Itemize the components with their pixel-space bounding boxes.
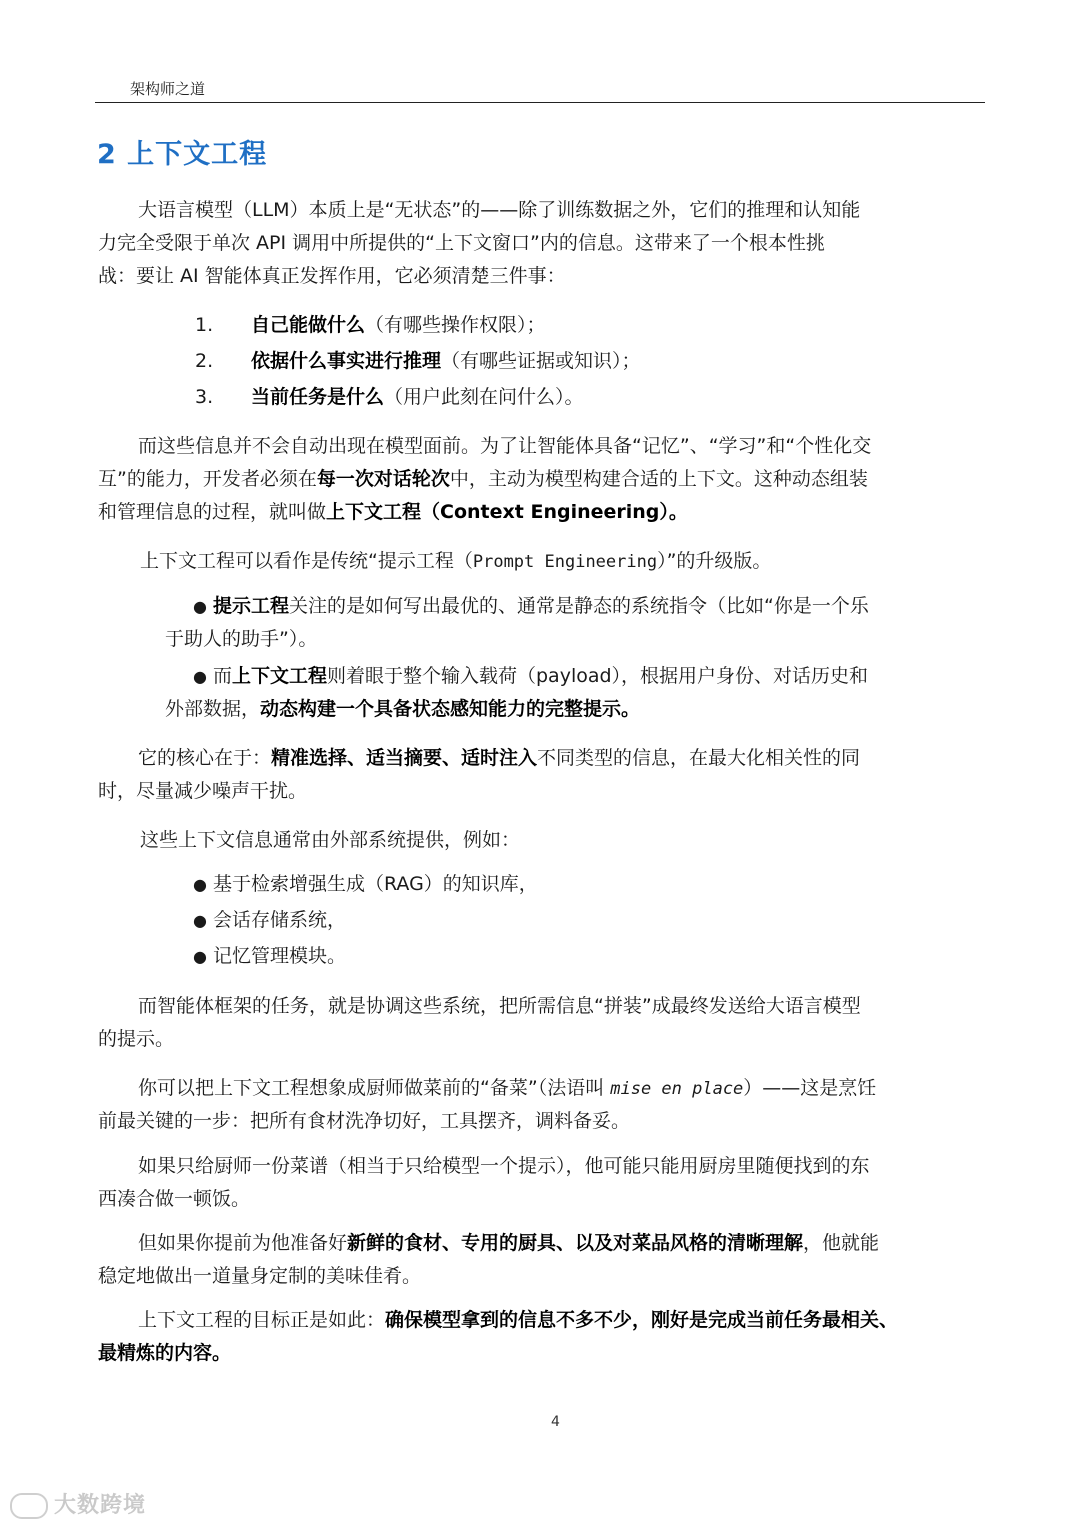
p10-line-1 bbox=[98, 1304, 983, 1337]
item-bold: 当前任务是什么 bbox=[251, 386, 385, 408]
bullet-icon: ● bbox=[193, 597, 207, 616]
item-bold: 依据什么事实进行推理 bbox=[251, 350, 442, 372]
intro-line-1: 大语言模型（LLM）本质上是“无状态”的——除了训练数据之外，它们的推理和认知能 bbox=[138, 199, 861, 221]
list-item-continuation: 于助人的助手”）。 bbox=[165, 628, 318, 650]
watermark-logo-icon bbox=[10, 1493, 48, 1519]
bold-text: 确保模型拿到的信息不多不少，刚好是完成当前任务最相关、 bbox=[385, 1309, 899, 1331]
italic-text: mise en place bbox=[610, 1079, 744, 1099]
text: ，他就能 bbox=[803, 1232, 880, 1254]
p7-line-1 bbox=[98, 1072, 983, 1106]
paragraph-prompt-engineering bbox=[140, 545, 985, 579]
text: 关注的是如何写出最优的、通常是静态的系统指令（比如“你是一个乐 bbox=[288, 595, 869, 617]
p10-line-2 bbox=[98, 1337, 983, 1370]
text: ）”的升级版。 bbox=[657, 550, 772, 572]
text: 会话存储系统， bbox=[212, 909, 346, 931]
text: 外部数据， bbox=[165, 698, 261, 720]
text: 上下文工程的目标正是如此： bbox=[138, 1309, 386, 1331]
watermark-text: 大数跨境 bbox=[54, 1493, 147, 1518]
item-rest: （有哪些证据或知识）； bbox=[441, 350, 641, 372]
text: 你可以把上下文工程想象成厨师做菜前的“备菜”（法语叫 bbox=[138, 1077, 611, 1099]
bold-text: 精准选择、适当摘要、适时注入 bbox=[271, 747, 538, 769]
p6-line-1: 而智能体框架的任务，就是协调这些系统，把所需信息“拼装”成最终发送给大语言模型 bbox=[138, 995, 861, 1017]
p4-line-2: 时，尽量减少噪声干扰。 bbox=[98, 780, 308, 802]
text: 中，主动为模型构建合适的上下文。这种动态组装 bbox=[449, 468, 868, 490]
text: 它的核心在于： bbox=[138, 747, 272, 769]
paragraph-external-systems: 这些上下文信息通常由外部系统提供，例如： bbox=[140, 829, 521, 851]
text: 互”的能力，开发者必须在 bbox=[98, 468, 317, 490]
list-item bbox=[165, 660, 975, 693]
text: ）——这是烹饪 bbox=[743, 1077, 877, 1099]
bullet-icon: ● bbox=[193, 875, 207, 894]
text: 记忆管理模块。 bbox=[212, 945, 346, 967]
p2-line-3 bbox=[98, 496, 983, 529]
bold-text: 上下文工程（Context Engineering）。 bbox=[326, 501, 688, 523]
intro-line-2: 力完全受限于单次 API 调用中所提供的“上下文窗口”内的信息。这带来了一个根本性挑 bbox=[98, 232, 825, 254]
section-title: 2 上下文工程 bbox=[97, 139, 268, 170]
bold-text: 新鲜的食材、专用的厨具、以及对菜品风格的清晰理解 bbox=[347, 1232, 804, 1254]
text: 基于检索增强生成（RAG）的知识库， bbox=[212, 873, 538, 895]
list-item-continuation bbox=[165, 693, 975, 726]
p9-line-1 bbox=[98, 1227, 983, 1260]
p4-line-1 bbox=[98, 742, 983, 775]
page-number: 4 bbox=[551, 1414, 560, 1430]
bullet-icon: ● bbox=[193, 947, 207, 966]
bold-text: 提示工程 bbox=[212, 595, 289, 617]
running-header: 架构师之道 bbox=[130, 80, 206, 98]
text: 则着眼于整个输入载荷（payload），根据用户身份、对话历史和 bbox=[327, 665, 869, 687]
item-rest: （有哪些操作权限）； bbox=[365, 314, 546, 336]
p9-line-2: 稳定地做出一道量身定制的美味佳肴。 bbox=[98, 1265, 422, 1287]
p6-line-2: 的提示。 bbox=[98, 1028, 175, 1050]
text: 不同类型的信息，在最大化相关性的同 bbox=[537, 747, 861, 769]
bold-text: 动态构建一个具备状态感知能力的完整提示。 bbox=[260, 698, 641, 720]
bold-text: 上下文工程 bbox=[231, 665, 327, 687]
text: 和管理信息的过程，就叫做 bbox=[98, 501, 327, 523]
text: 而 bbox=[212, 665, 232, 687]
bold-text: 最精炼的内容。 bbox=[98, 1342, 232, 1364]
intro-line-3: 战：要让 AI 智能体真正发挥作用，它必须清楚三件事： bbox=[98, 265, 566, 287]
bullet-icon: ● bbox=[193, 667, 207, 686]
item-number: 1. bbox=[195, 314, 214, 336]
text: 上下文工程可以看作是传统“提示工程（ bbox=[140, 550, 473, 572]
bold-text: 每一次对话轮次 bbox=[316, 468, 450, 490]
list-item bbox=[195, 381, 584, 414]
item-bold: 自己能做什么 bbox=[251, 314, 366, 336]
list-item bbox=[193, 940, 346, 973]
item-rest: （用户此刻在问什么）。 bbox=[384, 386, 584, 408]
watermark bbox=[10, 1488, 146, 1519]
text: 但如果你提前为他准备好 bbox=[138, 1232, 348, 1254]
bullet-icon: ● bbox=[193, 911, 207, 930]
list-item bbox=[165, 590, 975, 623]
list-item bbox=[193, 904, 346, 937]
p8-line-2: 西凑合做一顿饭。 bbox=[98, 1188, 251, 1210]
p7-line-2: 前最关键的一步：把所有食材洗净切好，工具摆齐，调料备妥。 bbox=[98, 1110, 631, 1132]
item-number: 2. bbox=[195, 350, 214, 372]
header-divider bbox=[95, 102, 985, 103]
p8-line-1: 如果只给厨师一份菜谱（相当于只给模型一个提示），他可能只能用厨房里随便找到的东 bbox=[138, 1155, 870, 1177]
item-number: 3. bbox=[195, 386, 214, 408]
p2-line-2 bbox=[98, 463, 983, 496]
list-item bbox=[195, 345, 641, 378]
p2-line-1: 而这些信息并不会自动出现在模型面前。为了让智能体具备“记忆”、“学习”和“个性化交 bbox=[138, 435, 872, 457]
mono-text: Prompt Engineering bbox=[472, 552, 658, 572]
list-item bbox=[193, 868, 538, 901]
list-item bbox=[195, 309, 546, 342]
